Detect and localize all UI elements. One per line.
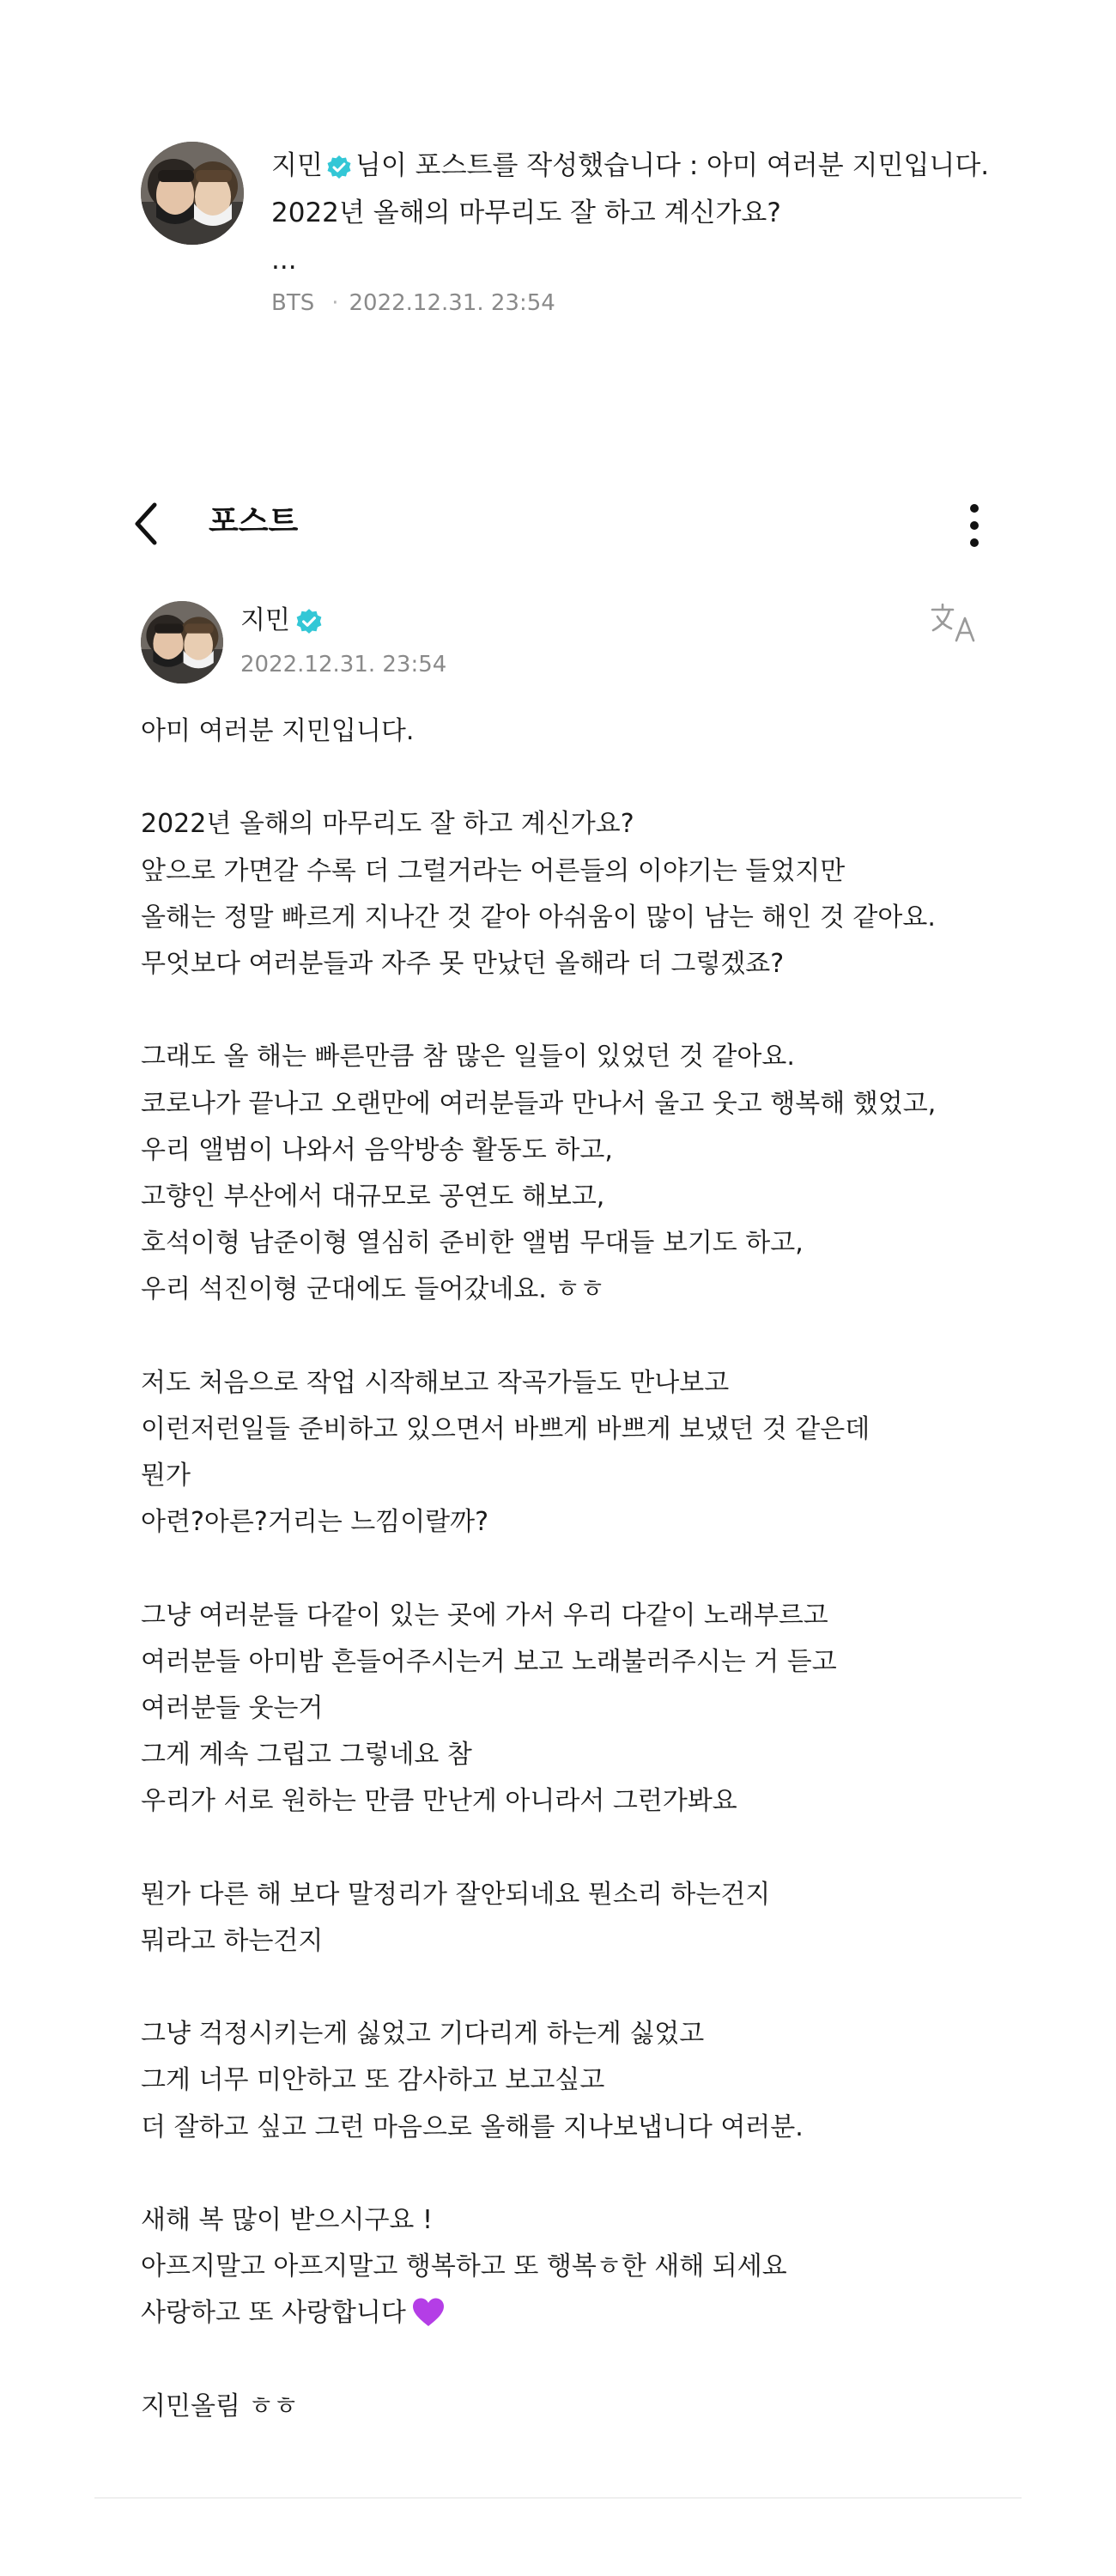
blank-line <box>141 987 1016 1034</box>
post-line <box>141 1127 1016 1174</box>
post-line <box>141 2011 1016 2057</box>
blank-line <box>141 1546 1016 1592</box>
post-line-text: 무엇보다 여러분들과 자주 못 만났던 올해라 더 그렇겠죠? <box>141 948 785 979</box>
notification-avatar[interactable] <box>141 142 244 245</box>
post-line-text: 뭐라고 하는건지 <box>141 1925 324 1956</box>
post-author-avatar[interactable] <box>141 601 223 683</box>
post-line <box>141 1406 1016 1453</box>
post-line <box>141 1453 1016 1499</box>
post-line <box>141 1918 1016 1965</box>
post-line-text: 사랑하고 또 사랑합니다 <box>141 2298 406 2329</box>
blank-line <box>141 2151 1016 2197</box>
post-line-text: 우리 석진이형 군대에도 들어갔네요. ㅎㅎ <box>141 1274 605 1305</box>
post-line <box>141 1174 1016 1220</box>
page-title: 포스트 <box>209 504 299 539</box>
post-line-text: 아미 여러분 지민입니다. <box>141 716 415 746</box>
notification-ellipsis: ... <box>271 245 297 276</box>
post-line-text: 여러분들 아미밤 흔들어주시는거 보고 노래불러주시는 거 듣고 <box>141 1646 837 1677</box>
post-line <box>141 1639 1016 1686</box>
post-line <box>141 2290 1016 2336</box>
post-line-text: 새해 복 많이 받으시구요 ! <box>141 2205 433 2235</box>
post-line <box>141 2105 1016 2151</box>
post-line <box>141 2197 1016 2244</box>
post-line-text: 우리가 서로 원하는 만큼 만난게 아니라서 그런가봐요 <box>141 1786 737 1817</box>
post-line-text: 아련?아른?거리는 느낌이랄까? <box>141 1507 489 1538</box>
post-author-name: 지민 <box>240 605 290 635</box>
notification-source: BTS <box>271 290 315 316</box>
notification-message: 님이 포스트를 작성했습니다 : 아미 여러분 지민입니다. <box>355 150 990 181</box>
post-line-text: 이런저런일들 준비하고 있으면서 바쁘게 바쁘게 보냈던 것 같은데 <box>141 1413 870 1444</box>
post-line-text: 아프지말고 아프지말고 행복하고 또 행복ㅎ한 새해 되세요 <box>141 2251 787 2282</box>
notification-meta <box>271 290 555 316</box>
post-line-text: 그게 너무 미안하고 또 감사하고 보고싶고 <box>141 2065 605 2096</box>
avatar-photo <box>141 142 244 245</box>
translate-icon <box>929 601 980 647</box>
blank-line <box>141 1965 1016 2011</box>
avatar-photo <box>141 601 223 683</box>
post-line <box>141 2244 1016 2290</box>
post-line <box>141 1360 1016 1406</box>
notification-author: 지민 <box>271 150 323 181</box>
more-options-button[interactable] <box>961 500 987 551</box>
post-line-text: 지민올림 ㅎㅎ <box>141 2391 299 2421</box>
post-body <box>141 708 1016 2430</box>
blank-line <box>141 1826 1016 1872</box>
post-author[interactable] <box>240 604 323 638</box>
back-button[interactable] <box>129 498 163 550</box>
notification-timestamp: 2022.12.31. 23:54 <box>349 290 555 316</box>
post-line <box>141 801 1016 848</box>
post-date: 2022.12.31. 23:54 <box>240 652 447 677</box>
post-line-text: 뭔가 <box>141 1461 191 1491</box>
post-line <box>141 895 1016 941</box>
blank-line <box>141 2337 1016 2384</box>
verified-badge-icon <box>326 155 352 180</box>
post-line <box>141 2057 1016 2104</box>
divider <box>94 2497 1022 2499</box>
meta-separator: · <box>331 290 339 316</box>
verified-badge-icon <box>295 608 323 635</box>
post-line-text: 앞으로 가면갈 수록 더 그럴거라는 어른들의 이야기는 들었지만 <box>141 855 846 886</box>
post-line-text: 고향인 부산에서 대규모로 공연도 해보고, <box>141 1181 605 1212</box>
post-line-text: 2022년 올해의 마무리도 잘 하고 계신가요? <box>141 809 634 840</box>
post-line <box>141 1081 1016 1127</box>
post-line-text: 그냥 걱정시키는게 싫었고 기다리게 하는게 싫었고 <box>141 2019 705 2050</box>
post-line <box>141 1778 1016 1825</box>
post-line <box>141 941 1016 987</box>
blank-line <box>141 1313 1016 1359</box>
post-line <box>141 1220 1016 1267</box>
post-line <box>141 1267 1016 1313</box>
post-line <box>141 1686 1016 1732</box>
post-line <box>141 1034 1016 1080</box>
post-line <box>141 1593 1016 1639</box>
blank-line <box>141 755 1016 801</box>
post-line <box>141 2384 1016 2430</box>
post-line-text: 코로나가 끝나고 오랜만에 여러분들과 만나서 울고 웃고 행복해 했었고, <box>141 1088 937 1119</box>
post-line-text: 그래도 올 해는 빠른만큼 참 많은 일들이 있었던 것 같아요. <box>141 1042 795 1072</box>
post-line-text: 여러분들 웃는거 <box>141 1692 324 1723</box>
post-line <box>141 1499 1016 1546</box>
post-line-text: 그게 계속 그립고 그렇네요 참 <box>141 1740 472 1771</box>
post-line <box>141 708 1016 755</box>
post-line-text: 우리 앨범이 나와서 음악방송 활동도 하고, <box>141 1134 613 1165</box>
post-line-text: 저도 처음으로 작업 시작해보고 작곡가들도 만나보고 <box>141 1367 730 1398</box>
post-line <box>141 1732 1016 1778</box>
post-line-text: 더 잘하고 싶고 그런 마음으로 올해를 지나보냅니다 여러분. <box>141 2111 804 2142</box>
post-line-text: 뭔가 다른 해 보다 말정리가 잘안되네요 뭔소리 하는건지 <box>141 1879 771 1910</box>
chevron-left-icon <box>129 498 163 550</box>
post-line-text: 그냥 여러분들 다같이 있는 곳에 가서 우리 다같이 노래부르고 <box>141 1600 828 1631</box>
translate-button[interactable] <box>929 601 980 647</box>
post-line-text: 호석이형 남준이형 열심히 준비한 앨범 무대들 보기도 하고, <box>141 1228 804 1259</box>
more-vertical-icon <box>961 500 987 551</box>
notification-text[interactable] <box>271 143 1061 284</box>
post-line <box>141 1872 1016 1918</box>
post-line <box>141 848 1016 895</box>
post-line-text: 올해는 정말 빠르게 지나간 것 같아 아쉬움이 많이 남는 해인 것 같아요. <box>141 902 936 933</box>
purple-heart-icon <box>411 2297 446 2328</box>
notification-preview: 2022년 올해의 마무리도 잘 하고 계신가요? <box>271 197 781 228</box>
